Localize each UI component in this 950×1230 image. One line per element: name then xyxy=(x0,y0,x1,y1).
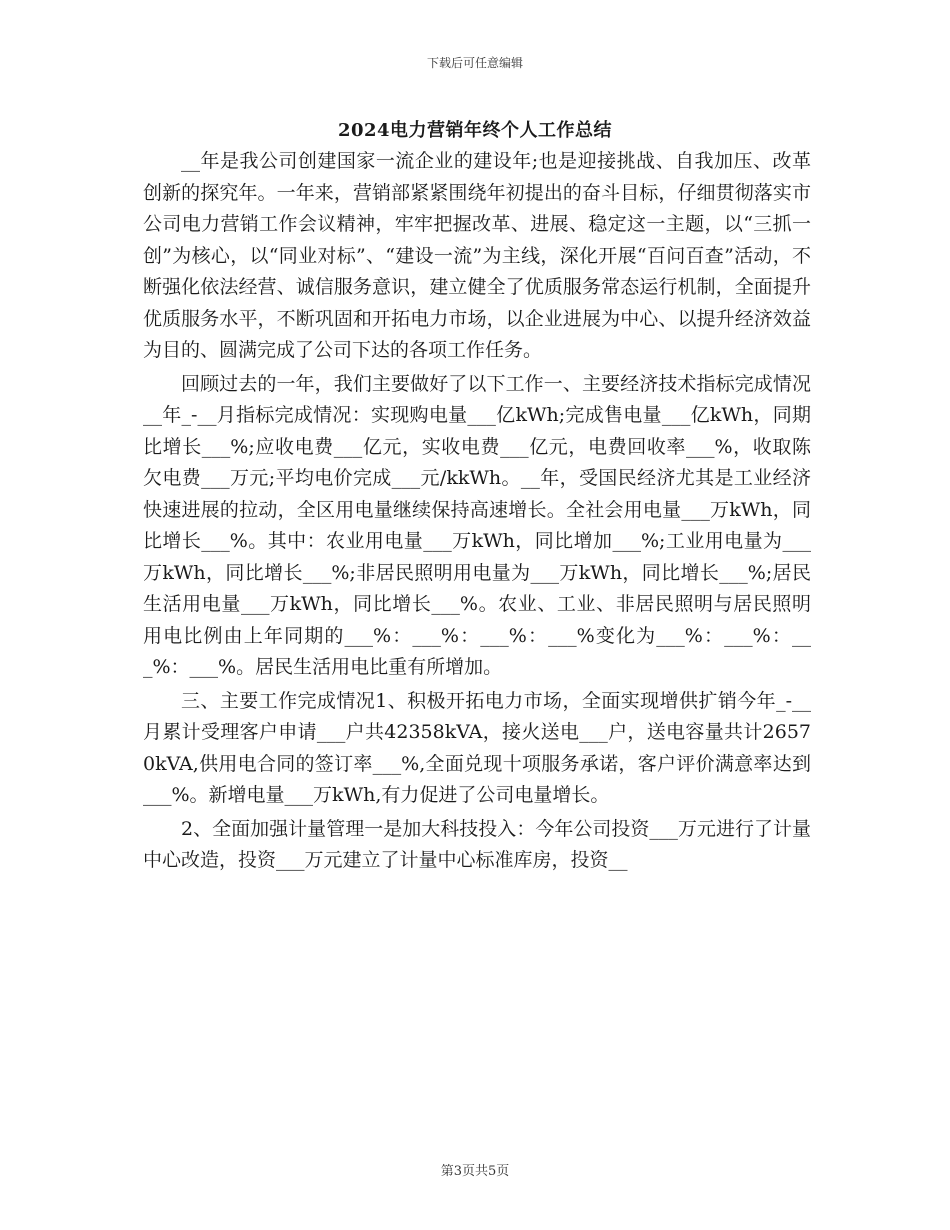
header-note: 下载后可任意编辑 xyxy=(426,56,523,70)
page-number: 第3页共5页 xyxy=(440,1164,510,1179)
paragraph-indicators: 回顾过去的一年，我们主要做好了以下工作一、主要经济技术指标完成情况__年_-__月指标完成情况：实现购电量___亿kWh;完成售电量___亿kWh，同期比增长___%;应收电费___亿元，实收电费___亿元，电费回收率___%，收取陈欠电费___万元;平均电价完成___元/kkWh。__年，受国民经济尤其是工业经济快速进展的拉动，全区用电量继续保持高速增长。全社会用电量___万kWh，同比增长___%。其中：农业用电量___万kWh，同比增加___%;工业用电量为___万kWh，同比增长___%;非居民照明用电量为___万kWh，同比增长___%;居民生活用电量___万kWh，同比增长___%。农业、工业、非居民照明与居民照明用电比例由上年同期的___%：___%：___%：___%变化为___%：___%：___%：___%。居民生活用电比重有所增加。 xyxy=(143,372,811,678)
document-title: 2024电力营销年终个人工作总结 xyxy=(337,120,613,141)
paragraph-metering: 2、全面加强计量管理一是加大科技投入：今年公司投资___万元进行了计量中心改造，投资___万元建立了计量中心标准库房，投资__ xyxy=(143,817,811,871)
paragraph-market: 三、主要工作完成情况1、积极开拓电力市场，全面实现增供扩销今年_-__月累计受理客户申请___户共42358kVA，接火送电___户，送电容量共计26570kVA,供用电合同的签订率___%,全面兑现十项服务承诺，客户评价满意率达到___%。新增电量___万kWh,有力促进了公司电量增长。 xyxy=(143,689,811,806)
document-body xyxy=(143,146,811,879)
paragraph-intro: __年是我公司创建国家一流企业的建设年;也是迎接挑战、自我加压、改革创新的探究年。一年来，营销部紧紧围绕年初提出的奋斗目标，仔细贯彻落实市公司电力营销工作会议精神，牢牢把握改革、进展、稳定这一主题，以“三抓一创”为核心，以“同业对标”、“建设一流”为主线，深化开展“百问百查”活动，不断强化依法经营、诚信服务意识，建立健全了优质服务常态运行机制，全面提升优质服务水平，不断巩固和开拓电力市场，以企业进展为中心、以提升经济效益为目的、圆满完成了公司下达的各项工作任务。 xyxy=(143,150,811,361)
